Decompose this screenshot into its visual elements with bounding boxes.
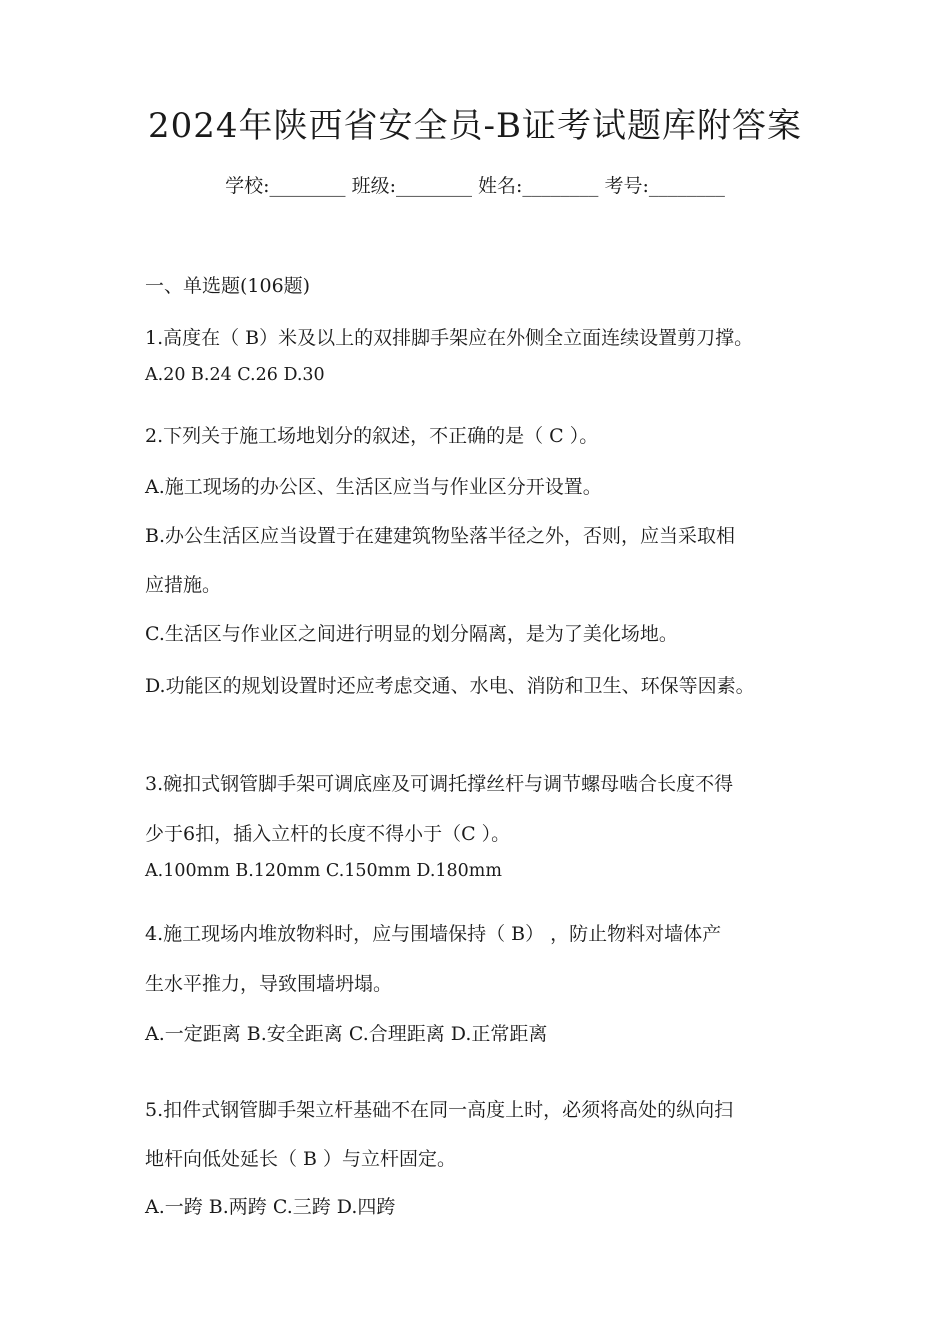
question-1-stem: 1.高度在（ B）米及以上的双排脚手架应在外侧全立面连续设置剪刀撑。 <box>145 327 754 349</box>
question-3-options: A.100mm B.120mm C.150mm D.180mm <box>145 861 502 881</box>
section-heading: 一、单选题(106题) <box>145 275 311 297</box>
question-3-stem-line-2: 少于6扣，插入立杆的长度不得小于（C ）。 <box>145 823 511 845</box>
question-2-option-b-cont: 应措施。 <box>145 574 222 596</box>
question-4-stem-line-1: 4.施工现场内堆放物料时，应与围墙保持（ B） ，防止物料对墙体产 <box>145 923 722 945</box>
question-5-stem-line-2: 地杆向低处延长（ B ）与立杆固定。 <box>145 1148 457 1170</box>
question-4-options: A.一定距离 B.安全距离 C.合理距离 D.正常距离 <box>145 1023 548 1045</box>
question-5-stem-line-1: 5.扣件式钢管脚手架立杆基础不在同一高度上时，必须将高处的纵向扫 <box>145 1099 734 1121</box>
question-2-option-a: A.施工现场的办公区、生活区应当与作业区分开设置。 <box>145 476 602 498</box>
question-2-option-d: D.功能区的规划设置时还应考虑交通、水电、消防和卫生、环保等因素。 <box>145 675 755 697</box>
question-1-options: A.20 B.24 C.26 D.30 <box>145 365 325 385</box>
question-2-option-c: C.生活区与作业区之间进行明显的划分隔离，是为了美化场地。 <box>145 623 678 645</box>
question-2-stem: 2.下列关于施工场地划分的叙述，不正确的是（ C ）。 <box>145 425 599 447</box>
question-2-option-b: B.办公生活区应当设置于在建建筑物坠落半径之外，否则，应当采取相 <box>145 525 736 547</box>
document-title: 2024年陕西省安全员-B证考试题库附答案 <box>148 106 802 146</box>
question-3-stem-line-1: 3.碗扣式钢管脚手架可调底座及可调托撑丝杆与调节螺母啮合长度不得 <box>145 773 734 795</box>
question-5-options: A.一跨 B.两跨 C.三跨 D.四跨 <box>145 1196 396 1218</box>
student-info-fields: 学校:________ 班级:________ 姓名:________ 考号:________ <box>225 175 725 197</box>
question-4-stem-line-2: 生水平推力，导致围墙坍塌。 <box>145 973 393 995</box>
